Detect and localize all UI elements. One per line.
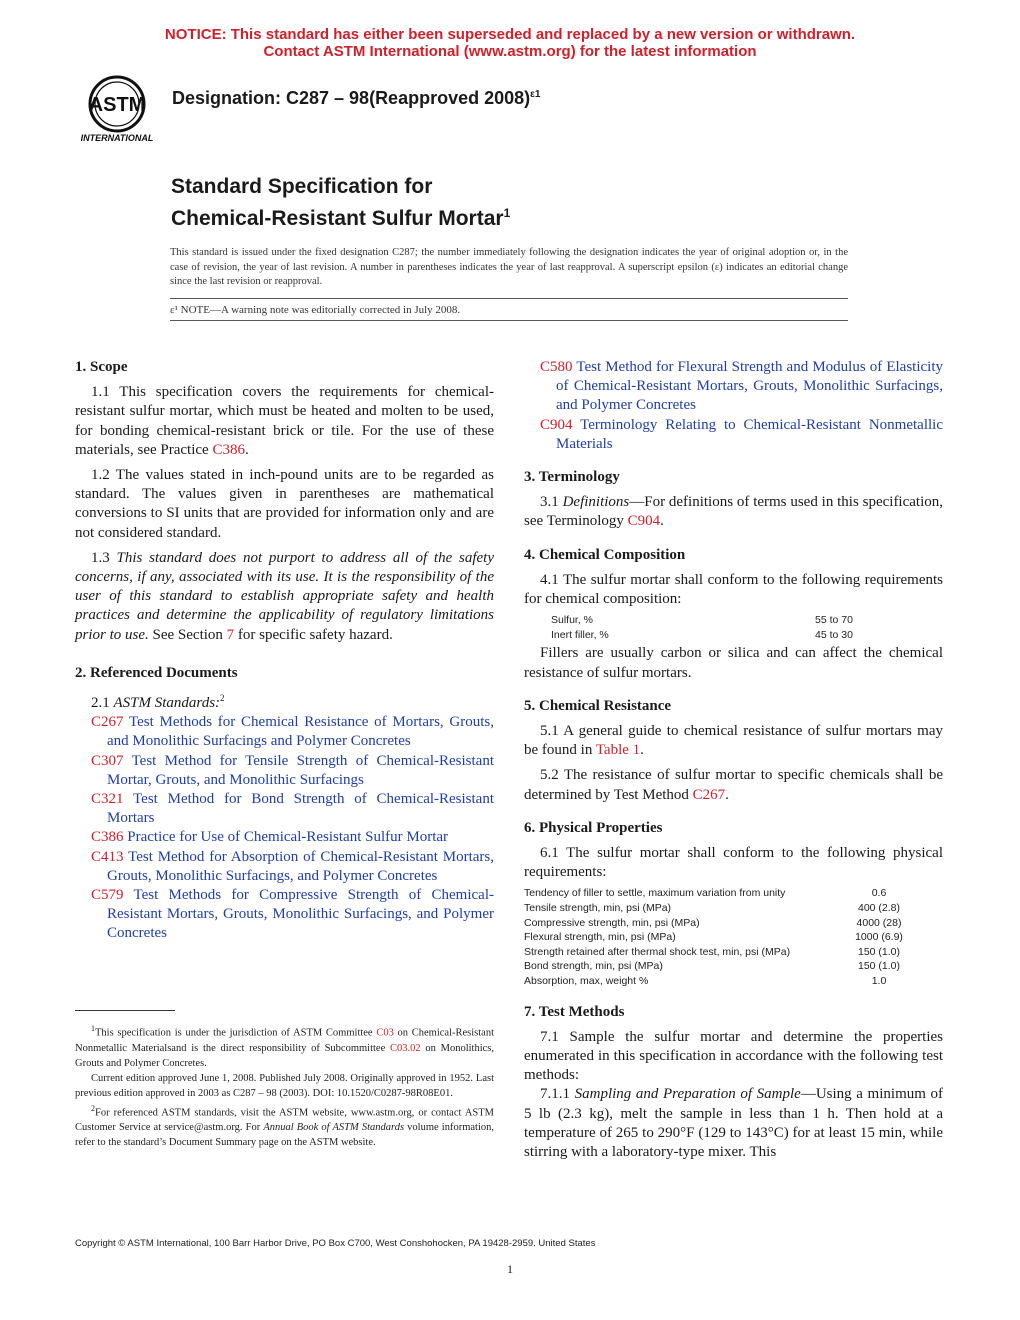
table-row: Absorption, max, weight % 1.0 [524, 975, 887, 988]
copyright: Copyright © ASTM International, 100 Barr Harbor Drive, PO Box C700, West Conshohocken, PA 19428-2959. United States [75, 1238, 596, 1249]
page-number: 1 [507, 1262, 513, 1276]
ref-item [75, 828, 494, 847]
methods-heading: 7. Test Methods [524, 1003, 625, 1020]
ref-item [75, 713, 494, 751]
ref-code[interactable]: C321 [91, 791, 124, 808]
astm-logo [74, 74, 160, 146]
ref-item [75, 790, 494, 828]
title-footnote-ref: 1 [503, 206, 511, 220]
ref-code[interactable]: C386 [91, 829, 124, 846]
ref-item [75, 886, 494, 944]
physical-table [524, 886, 943, 988]
link-section-7[interactable]: 7 [226, 626, 235, 643]
footnote-1-edition: Current edition approved June 1, 2008. Published July 2008. Originally approved in 1952. Last previous edition approved in 2003 as C287 – 98 (2003). DOI: 10.1520/C0287-98R08E01. [75, 1072, 494, 1099]
epsilon-note: ε¹ NOTE—A warning note was editorially corrected in July 2008. [170, 304, 461, 316]
intro-paragraph: This standard is issued under the fixed designation C287; the number immediately following the designation indicates the year of original adoption or, in the case of revision, the year of last revision. A number in parentheses indicates the year of last reapproval. A superscript epsilon (ε) indicates an editorial change since the last revision or reapproval. [170, 247, 848, 287]
ref-item [524, 416, 943, 454]
notice-line-1: NOTICE: This standard has either been superseded and replaced by a new version or withdrawn. [164, 26, 856, 43]
composition-fillers: Fillers are usually carbon or silica and can affect the chemical resistance of sulfur mortars. [524, 645, 943, 681]
designation-epsilon: ε1 [530, 89, 541, 100]
left-column [75, 358, 494, 944]
resistance-heading: 5. Chemical Resistance [524, 697, 672, 714]
terminology-3-1: 3.1 Definitions—For definitions of terms used in this specification, see Terminology C904. [524, 494, 944, 530]
divider-bottom [170, 320, 848, 321]
resistance-5-2: 5.2 The resistance of sulfur mortar to specific chemicals shall be determined by Test Method C267. [524, 767, 943, 803]
withdrawal-notice [0, 26, 1020, 60]
scope-heading: 1. Scope [75, 359, 128, 375]
astm-logo-icon [74, 74, 160, 146]
resistance-5-1: 5.1 A general guide to chemical resistance of sulfur mortars may be found in Table 1. [524, 723, 943, 759]
ref-title[interactable]: Test Method for Bond Strength of Chemical-Resistant Mortars [107, 791, 495, 827]
ref-title[interactable]: Test Method for Flexural Strength and Modulus of Elasticity of Chemical-Resistant Mortars, Grouts, Monolithic Surfacings, and Polymer Concretes [556, 359, 943, 414]
footnote-1: $^1$This specification is under the jurisdiction of ASTM Committee C03 on Chemical-Resistant Nonmetallic Materialsand is the direct responsibility of Subcommittee C03.02 on Monolithics, Grouts and Polymer Concretes. [75, 1024, 494, 1069]
physical-6-1: 6.1 The sulfur mortar shall conform to the following physical requirements: [524, 845, 943, 881]
ref-code[interactable]: C413 [91, 848, 124, 865]
ref-code[interactable]: C904 [540, 416, 573, 433]
ref-item [75, 752, 494, 790]
table-row: Compressive strength, min, psi (MPa) 4000 (28) [524, 916, 902, 929]
methods-7-1: 7.1 Sample the sulfur mortar and determine the properties enumerated in this specification in accordance with the following test methods: [524, 1028, 943, 1084]
ref-title[interactable]: Practice for Use of Chemical-Resistant Sulfur Mortar [127, 829, 449, 846]
notice-line-2: Contact ASTM International (www.astm.org) for the latest information [263, 43, 757, 60]
ref-code[interactable]: C580 [540, 359, 573, 375]
ref-title[interactable]: Test Method for Absorption of Chemical-Resistant Mortars, Grouts, Monolithic Surfacings, and Polymer Concretes [107, 848, 494, 884]
designation [172, 88, 540, 109]
logo-subtext: INTERNATIONAL [80, 133, 154, 143]
divider-top [170, 298, 848, 299]
table-row: Flexural strength, min, psi (MPa) 1000 (6.9) [524, 931, 903, 944]
link-c03-02[interactable]: C03.02 [389, 1042, 421, 1054]
table-row: Strength retained after thermal shock test, min, psi (MPa) 150 (1.0) [524, 945, 901, 958]
right-column [524, 358, 943, 1162]
title-line-1: Standard Specification for [171, 175, 433, 198]
scope-1-1: 1.1 This specification covers the requirements for chemical-resistant sulfur mortar, which must be heated and molten to be used, for bonding chemical-resistant brick or tile. For the use of these materials, see Practice C386. [75, 384, 494, 458]
composition-table [524, 613, 943, 642]
scope-1-3: 1.3 This standard does not purport to address all of the safety concerns, if any, associated with its use. It is the responsibility of the user of this standard to establish appropriate safety and health practices and determine the applicability of regulatory limitations prior to use. See Section 7 for specific safety hazard. [75, 549, 495, 643]
ref-title[interactable]: Test Methods for Compressive Strength of Chemical-Resistant Mortars, Grouts, Monolithic Surfacings, and Polymer Concretes [107, 887, 494, 942]
table-row: Inert filler, % 45 to 30 [551, 628, 853, 641]
ref-item [75, 848, 494, 886]
ref-title[interactable]: Test Methods for Chemical Resistance of Mortars, Grouts, and Monolithic Surfacings and Polymer Concretes [107, 714, 494, 750]
ref-item [524, 358, 943, 416]
physical-heading: 6. Physical Properties [524, 819, 663, 836]
refs-2-1: 2.1 ASTM Standards:$^2$ [91, 693, 225, 712]
terminology-heading: 3. Terminology [524, 469, 620, 486]
ref-title[interactable]: Test Method for Tensile Strength of Chemical-Resistant Mortar, Grouts, and Monolithic Surfacings [107, 752, 494, 788]
link-c03[interactable]: C03 [376, 1027, 394, 1039]
composition-4-1: 4.1 The sulfur mortar shall conform to the following requirements for chemical composition: [524, 571, 943, 608]
designation-label: Designation: C287 – 98(Reapproved 2008) [172, 88, 531, 108]
link-c267[interactable]: C267 [692, 786, 726, 803]
scope-1-2: 1.2 The values stated in inch-pound units are to be regarded as standard. The values given in parentheses are mathematical conversions to SI units that are provided for information only and are not considered standard. [75, 467, 494, 541]
footnote-2: $^2$For referenced ASTM standards, visit the ASTM website, www.astm.org, or contact ASTM Customer Service at service@astm.org. For Annual Book of ASTM Standards volume information, refer to the standard’s Document Summary page on the ASTM website. [75, 1103, 494, 1148]
link-c386[interactable]: C386 [212, 441, 245, 458]
link-c904[interactable]: C904 [627, 513, 661, 530]
logo-text: ASTM [88, 94, 146, 116]
footnotes [75, 1021, 494, 1150]
table-row: Tendency of filler to settle, maximum variation from unity 0.6 [524, 887, 887, 900]
link-table-1[interactable]: Table 1 [595, 742, 641, 759]
table-row: Sulfur, % 55 to 70 [551, 614, 853, 627]
title-line-2: Chemical-Resistant Sulfur Mortar [171, 207, 504, 230]
table-row: Bond strength, min, psi (MPa) 150 (1.0) [524, 960, 901, 973]
document-title [171, 174, 510, 232]
table-row: Tensile strength, min, psi (MPa) 400 (2.8) [524, 902, 901, 915]
ref-title[interactable]: Terminology Relating to Chemical-Resistant Nonmetallic Materials [556, 416, 943, 452]
composition-heading: 4. Chemical Composition [524, 546, 686, 563]
ref-code[interactable]: C579 [91, 887, 124, 904]
methods-7-1-1: 7.1.1 Sampling and Preparation of Sample—Using a minimum of 5 lb (2.3 kg), melt the sample in less than 1 h. Then hold at a temperature of 265 to 290°F (129 to 143°C) for at least 15 min, while stirring with a laboratory-type mixer. This [524, 1086, 944, 1161]
refs-heading: 2. Referenced Documents [75, 664, 238, 681]
ref-code[interactable]: C267 [91, 714, 124, 731]
ref-code[interactable]: C307 [91, 752, 124, 769]
footnote-rule [75, 1010, 175, 1011]
